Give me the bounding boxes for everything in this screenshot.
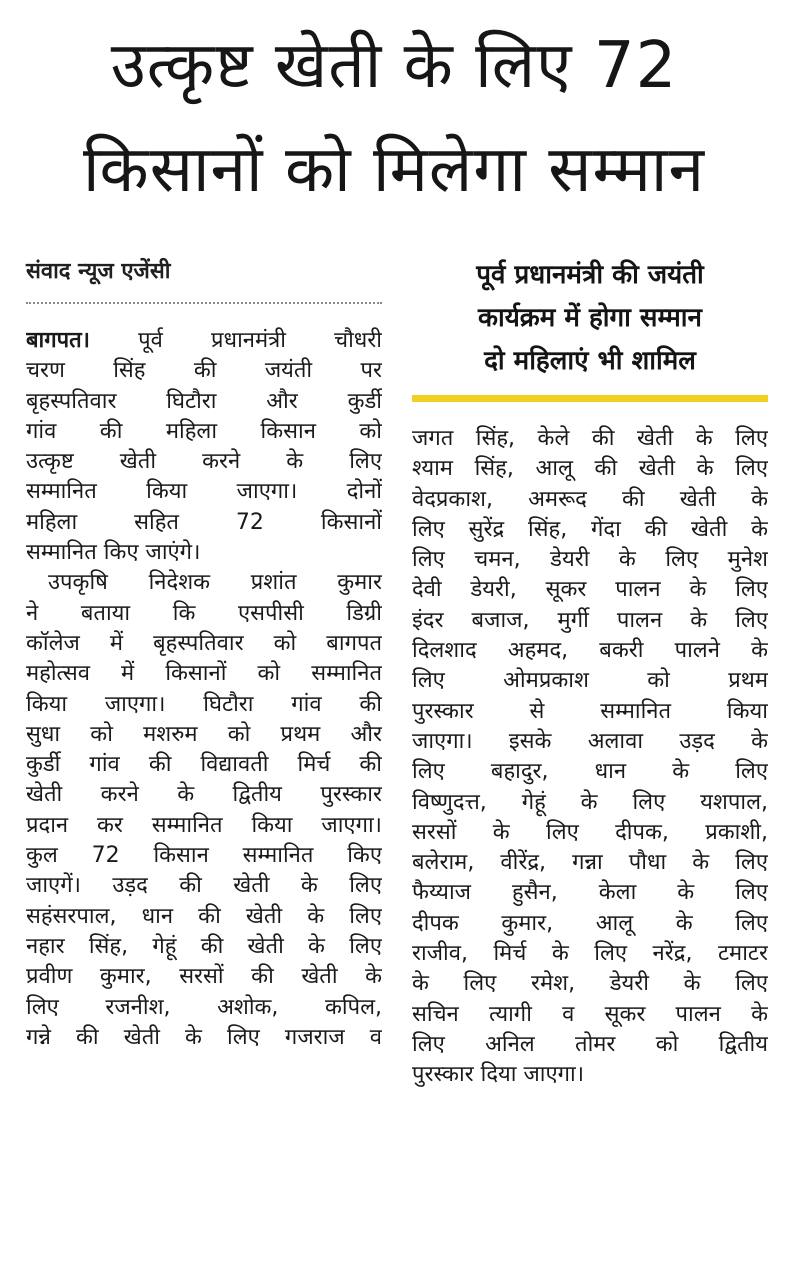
text-line: लिए चमन, डेयरी के लिए मुनेश [412,547,768,573]
byline: संवाद न्यूज एजेंसी [26,259,171,284]
dateline: बागपत। [26,328,91,353]
text-line: महिला सहित 72 किसानों [26,509,382,535]
text-line: लिए सुरेंद्र सिंह, गेंदा की खेती के [412,516,768,542]
text-line: कुल 72 किसान सम्मानित किए [26,843,382,869]
text-line: गांव की महिला किसान को [26,418,382,444]
text-line: पुरस्कार से सम्मानित किया [412,698,768,724]
text-line: ने बताया कि एसपीसी डिग्री [26,600,382,626]
subheadline-line-2: कार्यक्रम में होगा सम्मान [478,303,702,333]
text-line: बृहस्पतिवार घिटौरा और कुर्डी [26,388,382,414]
subheadline-line-3: दो महिलाएं भी शामिल [484,346,696,376]
text-line: लिए बहादुर, धान के लिए [412,759,768,785]
text-line: के लिए रमेश, डेयरी के लिए [412,971,768,997]
byline-dotted-rule [26,302,382,304]
text-line: श्याम सिंह, आलू की खेती के लिए [412,456,768,482]
text-line: जाएगा। इसके अलावा उड़द के [412,728,768,754]
text-line: सचिन त्यागी व सूकर पालन के [412,1001,768,1027]
text-line: दिलशाद अहमद, बकरी पालने के [412,638,768,664]
text-line: महोत्सव में किसानों को सम्मानित [26,661,382,687]
text-line: जगत सिंह, केले की खेती के लिए [412,426,768,451]
text-line: गन्ने की खेती के लिए गजराज व [26,1024,382,1050]
text-line: सुधा को मशरुम को प्रथम और [26,721,382,747]
text-line: राजीव, मिर्च के लिए नरेंद्र, टमाटर [412,941,768,967]
right-column-text [412,424,768,1091]
text-line: प्रवीण कुमार, सरसों की खेती के [26,964,382,990]
subheadline-yellow-rule [412,395,768,402]
text-line: कुर्डी गांव की विद्यावती मिर्च की [26,752,382,778]
subheadline-line-1: पूर्व प्रधानमंत्री की जयंती [476,260,704,290]
text-line: पुरस्कार दिया जाएगा। [412,1062,585,1088]
text-line: चरण सिंह की जयंती पर [26,358,382,384]
text-line: सम्मानित किया जाएगा। दोनों [26,479,382,505]
text-line: जाएगें। उड़द की खेती के लिए [26,873,382,899]
text-line: वेदप्रकाश, अमरूद की खेती के [412,486,768,512]
text-line: किया जाएगा। घिटौरा गांव की [26,691,382,717]
text-line: सरसों के लिए दीपक, प्रकाशी, [412,819,768,845]
headline-line-1: उत्कृष्ट खेती के लिए 72 [110,29,678,103]
text-line: उत्कृष्ट खेती करने के लिए [26,449,382,475]
text-line: उपकृषि निदेशक प्रशांत कुमार [48,570,382,596]
text-line: लिए रजनीश, अशोक, कपिल, [26,994,382,1020]
text-line: कॉलेज में बृहस्पतिवार को बागपत [26,630,382,656]
text-line-fragment: पूर्व प्रधानमंत्री चौधरी [90,328,382,353]
headline-line-2: किसानों को मिलेगा सम्मान [82,133,706,207]
text-line: प्रदान कर सम्मानित किया जाएगा। [26,812,382,838]
text-line: नहार सिंह, गेहूं की खेती के लिए [26,933,382,959]
text-line: सम्मानित किए जाएंगे। [26,540,201,566]
text-line [26,326,382,356]
text-line: दीपक कुमार, आलू के लिए [412,910,768,936]
subheadline [412,254,768,383]
text-line: विष्णुदत्त, गेहूं के लिए यशपाल, [412,789,768,815]
left-column-text [26,326,382,1053]
left-column [26,252,382,1053]
text-line: फैय्याज हुसैन, केला के लिए [412,880,768,906]
text-line: सहंसरपाल, धान की खेती के लिए [26,903,382,929]
text-line: लिए ओमप्रकाश को प्रथम [412,668,768,694]
text-line: लिए अनिल तोमर को द्वितीय [412,1031,768,1057]
text-line: देवी डेयरी, सूकर पालन के लिए [412,577,768,603]
text-line: बलेराम, वीरेंद्र, गन्ना पौधा के लिए [412,850,768,876]
right-column [412,254,768,1091]
headline [0,14,788,222]
text-line: खेती करने के द्वितीय पुरस्कार [26,782,382,808]
text-line: इंदर बजाज, मुर्गी पालन के लिए [412,607,768,633]
